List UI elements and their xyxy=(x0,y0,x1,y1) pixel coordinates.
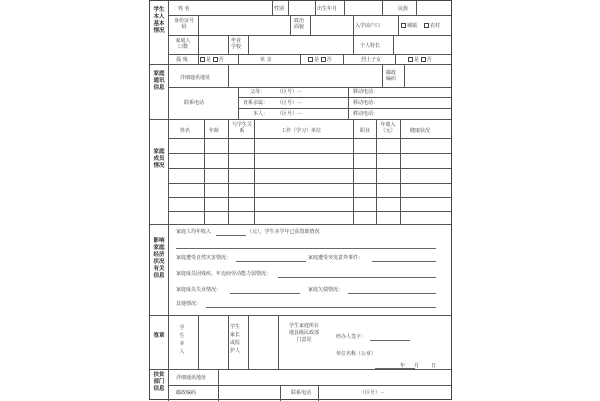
section-title-members: 家庭成员情况 xyxy=(153,149,165,169)
single-parent-options[interactable]: 是 否 xyxy=(308,57,332,63)
aid-received-line xyxy=(176,248,436,249)
poverty-phone-label: 联系电话 xyxy=(291,390,312,396)
guardian-sign-label: 学生家长或监护人 xyxy=(230,324,241,354)
hukou-rural-option[interactable]: 农村 xyxy=(424,23,440,29)
accident-label: 家庭遭受突发意外事件： xyxy=(308,255,364,261)
section-divider xyxy=(150,119,451,120)
member-col-income: 年收入（元） xyxy=(380,122,396,134)
poverty-address-label: 详细通讯地址 xyxy=(176,375,207,381)
family-size-label: 家庭人口数 xyxy=(175,38,191,50)
section-title-contact: 家庭通讯信息 xyxy=(153,71,165,91)
member-row xyxy=(168,197,451,198)
student-sign-label: 学生本人 xyxy=(179,325,185,355)
member-col-occupation: 职业 xyxy=(360,128,371,134)
political-status-label: 政治面貌 xyxy=(293,18,304,30)
id-number-label: 身份证号码 xyxy=(173,18,194,30)
hukou-label: 入学前户口 xyxy=(355,23,381,29)
section-title-basic: 学生本人基本情况 xyxy=(153,7,165,34)
disability-label: 家庭成员因残疾、年迈而劳动能力弱情况： xyxy=(176,271,272,277)
postal-code-label: 邮政编码 xyxy=(385,70,396,82)
member-col-age: 年龄 xyxy=(209,128,220,134)
section-divider xyxy=(150,315,451,316)
member-row xyxy=(168,138,451,139)
date-year-label: 年 xyxy=(400,363,406,369)
skills-label: 个人特长 xyxy=(360,43,381,49)
ethnicity-label: 民族 xyxy=(398,6,409,12)
phone-label: 联系电话 xyxy=(184,100,205,106)
martyr-child-options[interactable]: 是 否 xyxy=(408,57,432,63)
member-col-health: 健康状况 xyxy=(410,128,431,134)
school-label: 毕业学校 xyxy=(230,38,241,50)
member-col-relation: 与学生关系 xyxy=(231,122,252,134)
member-row xyxy=(168,183,451,184)
section-title-poverty-dept: 扶贫部门信息 xyxy=(153,372,165,392)
debt-label: 家庭欠债情况： xyxy=(308,287,344,293)
member-row xyxy=(168,168,451,169)
hukou-city-option[interactable]: 城镇 xyxy=(401,23,417,29)
parents-mobile-label: 移动电话： xyxy=(353,89,379,95)
title-column-divider xyxy=(168,1,169,401)
gender-label: 性别 xyxy=(274,6,285,12)
stamp-label: 单位名称（公章） xyxy=(336,351,377,357)
date-day-label: 日 xyxy=(431,363,437,369)
student-family-economic-survey-form: 学生本人基本情况 姓 名 性别 出生年月 民族 身份证号码 政治面貌 入学前户口 城镇 农村 家庭人口数 毕业学校 个人特长 孤 残 是 否 单 亲 是 否 烈士子女 是 否 家庭通讯信息 详细通讯地址 邮政编码 联系电话 父母： （区号）－ 移动电话： 直系亲属： （区号）－ 移动电话： 本人： （区号）－ 移动电话： 家庭成员情况 姓名 年龄 与学生关系 工作（学习）单位 职业 年收入（元） 健康状况 影响家庭经济状况有关信息 家庭人均年收入 （元）。学生本学年已获资助情况 家庭遭受自然灾害情况： 家庭遭受突发意外事件： 家庭成员因残疾、年迈而劳动能力弱情况： 家庭成员失业情况： 家庭欠债情况： 其他情况： 签章 学生本人 学生家长或监护人 学生家庭所在地县级民政部门意见 经办人签字： 单位名称（公章） 年 月 日 扶贫部门信息 详细通讯地址 邮政编码 联系电话 （区号）－ xyxy=(149,0,452,400)
self-phone-label: 本人： xyxy=(253,111,269,117)
other-label: 其他情况： xyxy=(176,301,202,307)
date-month-label: 月 xyxy=(414,363,420,369)
checkbox-icon xyxy=(401,23,406,28)
section-title-economic: 影响家庭经济状况有关信息 xyxy=(153,238,165,279)
address-label: 详细通讯地址 xyxy=(180,75,211,81)
annual-income-label: 家庭人均年收入 xyxy=(176,229,212,235)
member-col-workplace: 工作（学习）单位 xyxy=(281,128,322,134)
parents-phone-label: 父母： xyxy=(250,89,266,95)
section-divider xyxy=(150,369,451,370)
orphan-options[interactable]: 是 否 xyxy=(200,57,224,63)
member-row xyxy=(168,211,451,212)
poverty-postal-label: 邮政编码 xyxy=(176,390,197,396)
section-divider xyxy=(150,64,451,65)
section-title-signature: 签章 xyxy=(153,333,165,339)
martyr-child-label: 烈士子女 xyxy=(361,57,382,63)
relative-mobile-label: 移动电话： xyxy=(353,100,379,106)
member-col-name: 姓名 xyxy=(180,128,191,134)
section-divider xyxy=(150,224,451,225)
birth-date-label: 出生年月 xyxy=(317,6,338,12)
self-mobile-label: 移动电话： xyxy=(353,111,379,117)
civil-affairs-opinion-label: 学生家庭所在地县级民政部门意见 xyxy=(289,323,320,343)
member-row xyxy=(168,153,451,154)
checkbox-icon xyxy=(424,23,429,28)
single-parent-label: 单 亲 xyxy=(260,57,272,63)
unemployment-label: 家庭成员失业情况： xyxy=(176,287,222,293)
handler-sign-label: 经办人签字： xyxy=(336,334,367,340)
relative-phone-label: 直系亲属： xyxy=(243,100,269,106)
disaster-label: 家庭遭受自然灾害情况： xyxy=(176,255,232,261)
name-label: 姓 名 xyxy=(178,6,190,12)
orphan-label: 孤 残 xyxy=(176,57,188,63)
